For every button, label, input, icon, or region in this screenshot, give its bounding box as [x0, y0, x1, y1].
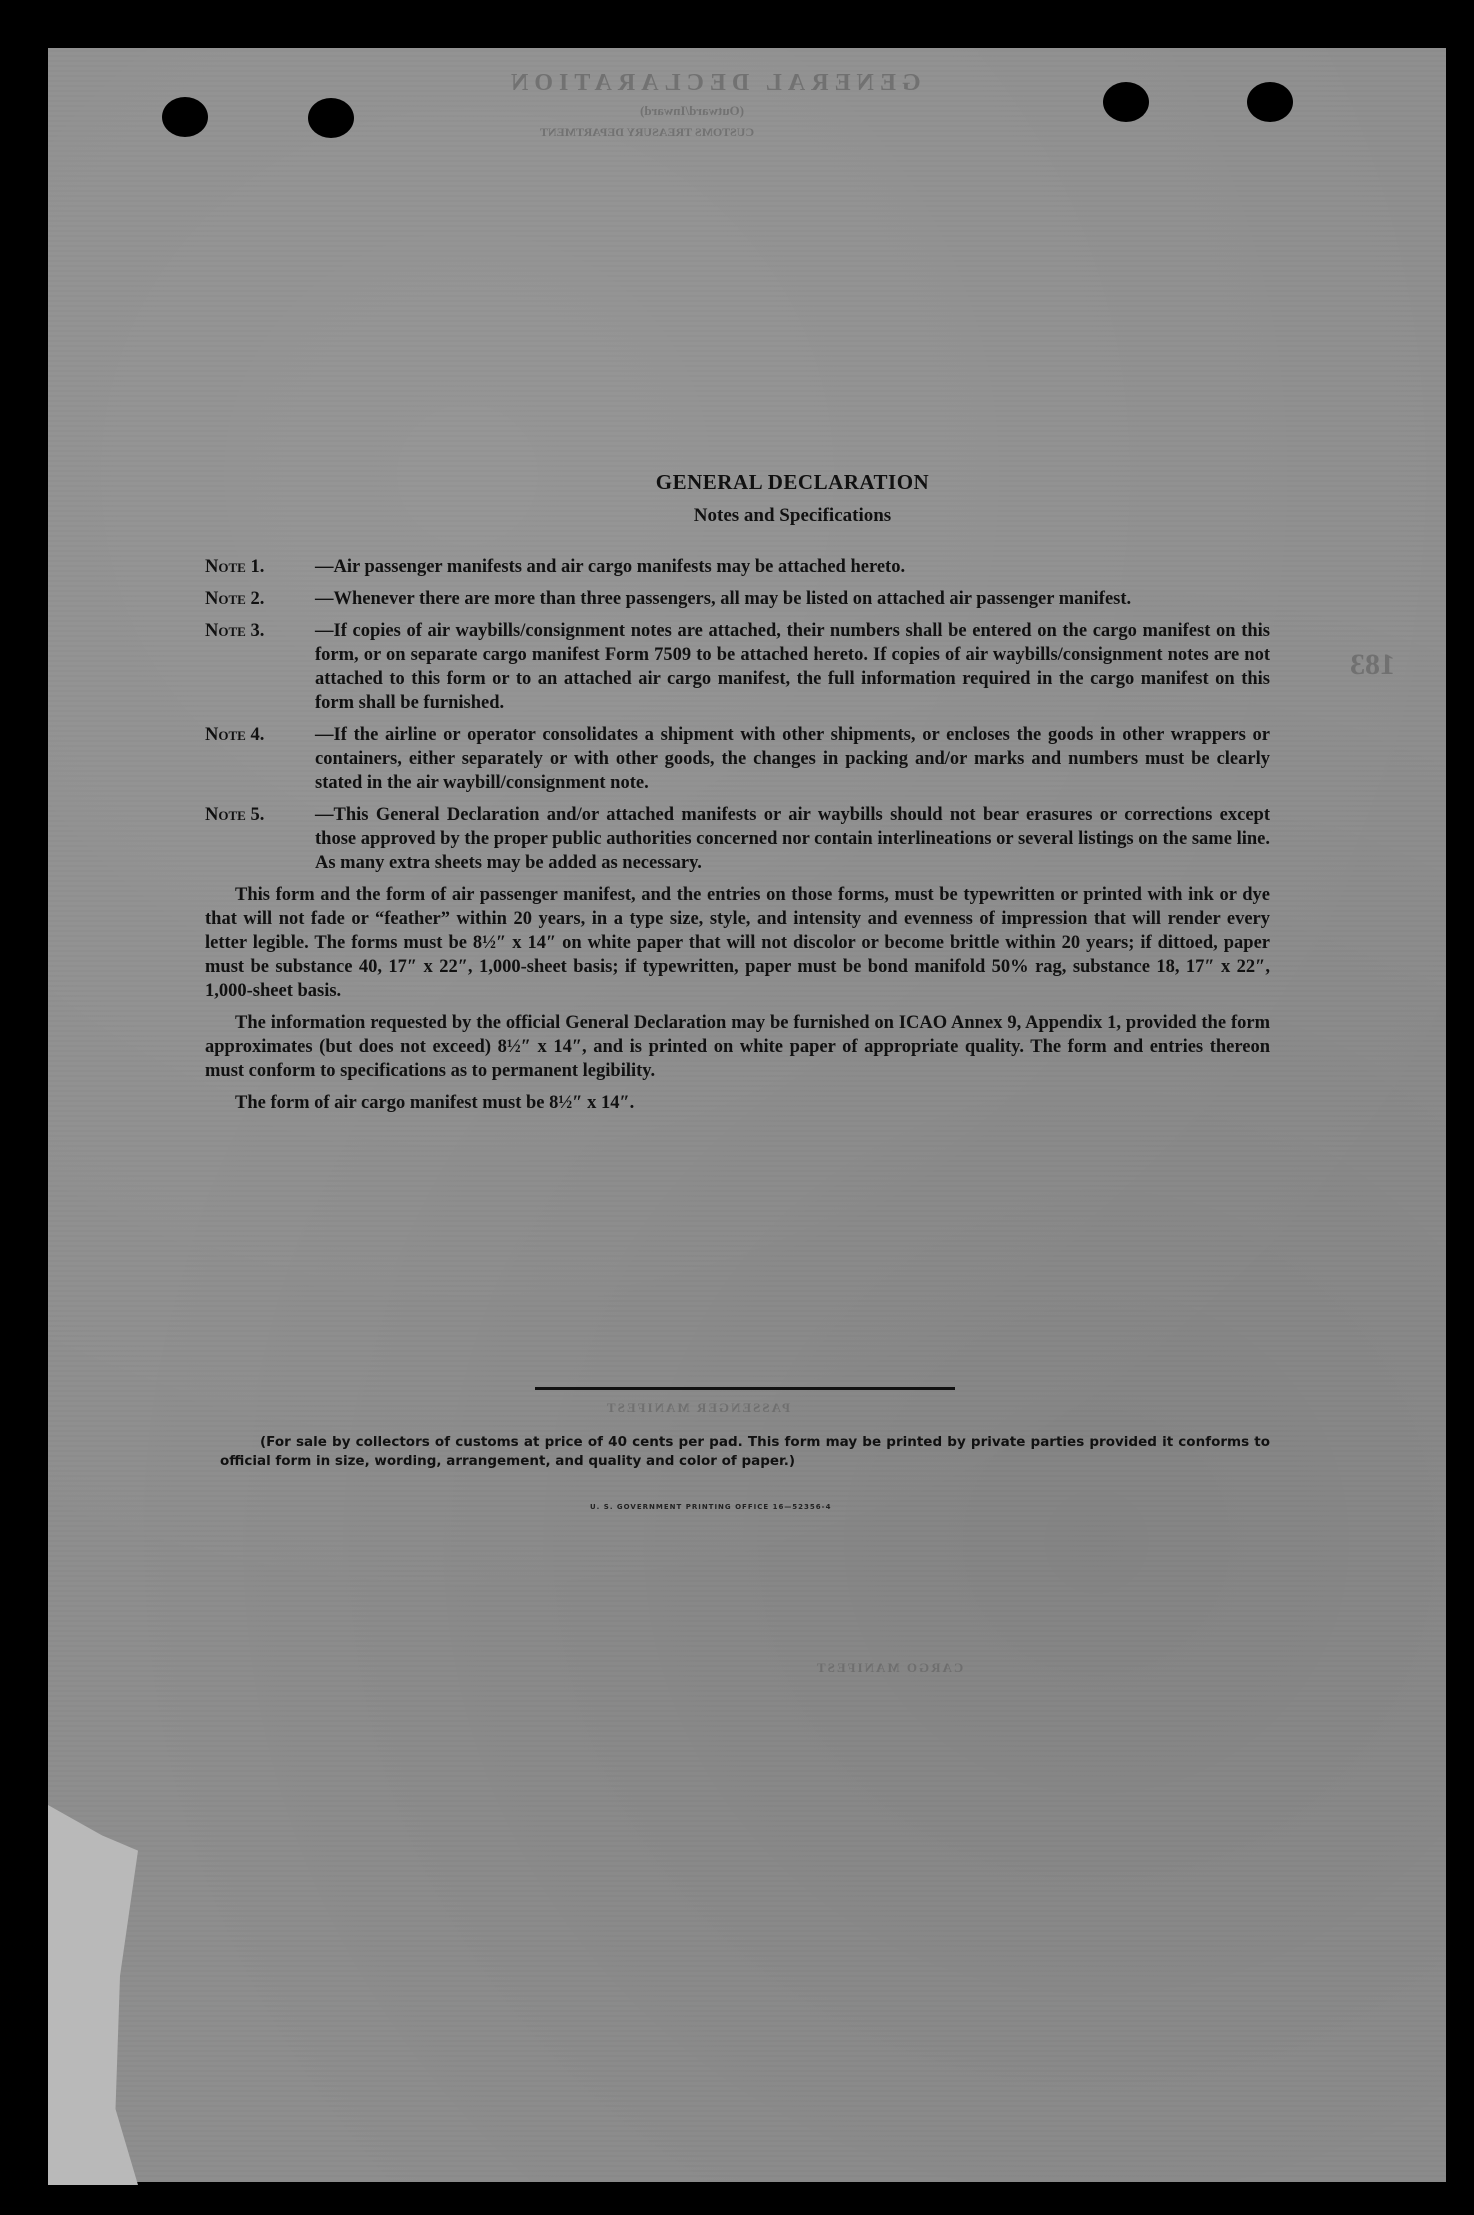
paragraph-cargo-manifest-size: The form of air cargo manifest must be 8½″ x 14″.	[235, 1093, 635, 1113]
punch-hole-left-1	[162, 97, 208, 137]
note-text: —Air passenger manifests and air cargo manifests may be attached hereto.	[315, 557, 906, 577]
printer-imprint: U. S. GOVERNMENT PRINTING OFFICE 16—52356-4	[590, 1503, 832, 1511]
note-label: Note 5.	[205, 805, 265, 825]
bleed-through-number: 183	[1350, 648, 1395, 681]
punch-hole-right-1	[1103, 82, 1149, 122]
note-5	[205, 803, 1270, 875]
bleed-through-subtitle-1: (Outward/Inward)	[640, 103, 745, 118]
bleed-through-passenger-manifest: PASSENGER MANIFEST	[605, 1400, 790, 1415]
bleed-through-cargo-manifest: CARGO MANIFEST	[815, 1660, 964, 1675]
paragraph-typewriting-requirements: This form and the form of air passenger manifest, and the entries on those forms, must be typewritten or printed with ink or dye that will not fade or “feather” within 20 years, in a type size, style, and intensity and evenness of impression that will render every letter legible. The forms must be 8½″ x 14″ on white paper that will not discolor or become brittle within 20 years; if dittoed, paper must be substance 40, 17″ x 22″, 1,000-sheet basis; if typewritten, paper must be bond manifold 50% rag, substance 18, 17″ x 22″, 1,000-sheet basis.	[205, 885, 1270, 1001]
punch-hole-left-2	[308, 98, 354, 138]
paragraph-icao-annex: The information requested by the official General Declaration may be furnished on ICAO Annex 9, Appendix 1, provided the form approximates (but does not exceed) 8½″ x 14″, and is printed on white paper of appropriate quality. The form and entries thereon must conform to specifications as to permanent legibility.	[205, 1013, 1270, 1081]
note-label: Note 4.	[205, 725, 265, 745]
punch-hole-right-2	[1247, 82, 1293, 122]
note-1	[205, 555, 1270, 579]
declaration-notes-section	[205, 470, 1270, 1123]
divider-rule	[535, 1387, 955, 1390]
note-text: —This General Declaration and/or attached manifests or air waybills should not bear erasures or corrections except those approved by the proper public authorities concerned nor contain interlineations or several listings on the same line. As many extra sheets may be added as necessary.	[315, 805, 1270, 873]
note-label: Note 2.	[205, 589, 265, 609]
note-text: —If the airline or operator consolidates a shipment with other shipments, or encloses the goods in other wrappers or containers, either separately or with other goods, the changes in packing and/or marks and numbers must be clearly stated in the air waybill/consignment note.	[315, 725, 1270, 793]
sale-notice: (For sale by collectors of customs at price of 40 cents per pad. This form may be printed by private parties provided it conforms to official form in size, wording, arrangement, and quality and color of paper.)	[220, 1434, 1270, 1469]
page-subtitle: Notes and Specifications	[693, 505, 892, 526]
note-label: Note 1.	[205, 557, 265, 577]
note-4	[205, 723, 1270, 795]
bleed-through-title: GENERAL DECLARATION	[505, 70, 921, 96]
note-2	[205, 587, 1270, 611]
bleed-through-subtitle-2: CUSTOMS TREASURY DEPARTMENT	[540, 125, 755, 139]
page-title: GENERAL DECLARATION	[655, 470, 930, 494]
note-text: —If copies of air waybills/consignment notes are attached, their numbers shall be entered on the cargo manifest on this form, or on separate cargo manifest Form 7509 to be attached hereto. If copies of air waybills/consignment notes are not attached to this form or to an attached air cargo manifest, the full information required in the cargo manifest on this form shall be furnished.	[315, 621, 1270, 713]
note-label: Note 3.	[205, 621, 265, 641]
note-3	[205, 619, 1270, 715]
note-text: —Whenever there are more than three passengers, all may be listed on attached air passenger manifest.	[315, 589, 1132, 609]
